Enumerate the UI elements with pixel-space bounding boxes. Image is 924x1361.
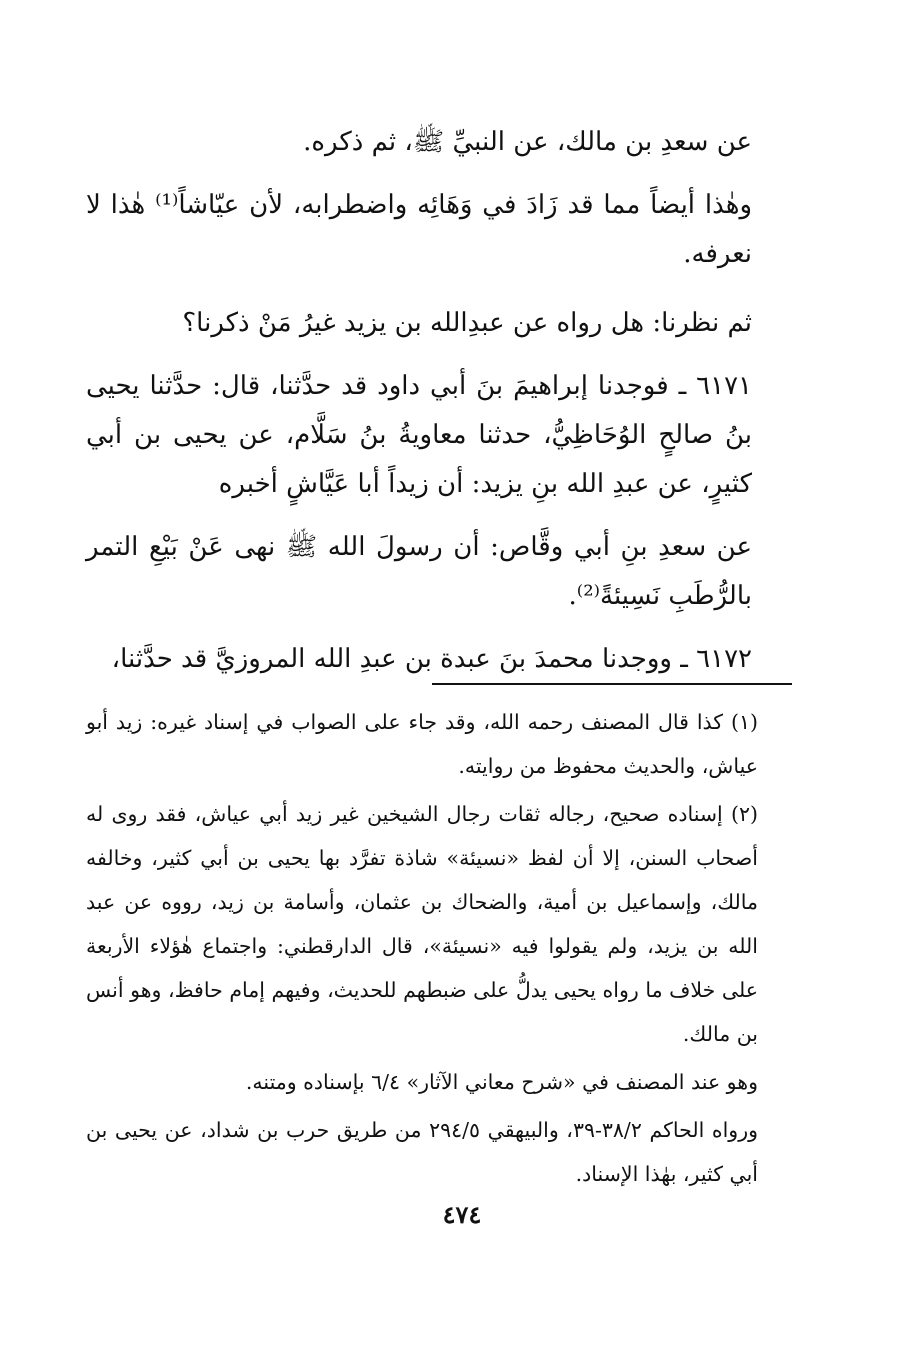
hadith-6172-chain: ٦١٧٢ ـ ووجدنا محمدَ بنَ عبدة بن عبدِ الله المروزيَّ قد حدَّثنا،	[111, 644, 752, 674]
footnote-1: (١) كذا قال المصنف رحمه الله، وقد جاء على الصواب في إسناد غيره: زيد أبو عياش، والحديث محفوظ من روايته.	[86, 710, 758, 778]
footnote-2: (٢) إسناده صحيح، رجاله ثقات رجال الشيخين غير زيد أبي عياش، فقد روى له أصحاب السنن، إلا أن لفظ «نسيئة» شاذة تفرَّد بها يحيى بن أبي كثير، وخالفه مالك، وإسماعيل بن أمية، والضحاك بن عثمان، وأسامة بن زيد، رووه عن عبد الله بن يزيد، ولم يقولوا فيه «نسيئة»، قال الدارقطني: واجتماع هٰؤلاء الأربعة على خلاف ما رواه يحيى يدلُّ على ضبطهم للحديث، وفيهم إمام حافظ، وهو أنس بن مالك.	[86, 802, 758, 1046]
hadith-6171-chain: ٦١٧١ ـ فوجدنا إبراهيمَ بنَ أبي داود قد حدَّثنا، قال: حدَّثنا يحيى بنُ صالحٍ الوُحَاظِيُّ، حدثنا معاويةُ بنُ سَلَّام، عن يحيى بن أبي كثيرٍ، عن عبدِ الله بنِ يزيد: أن زيداً أبا عَيَّاشٍ أخبره	[86, 371, 753, 499]
footnotes	[86, 700, 794, 1200]
page-number: ٤٧٤	[442, 1200, 482, 1229]
main-paragraph-2: وهٰذا أيضاً مما قد زَادَ في وَهَائِه واضطرابه، لأن عيّاشاً⁽¹⁾ هٰذا لا نعرفه.	[86, 190, 753, 269]
main-paragraph-1: عن سعدِ بن مالك، عن النبيِّ ﷺ، ثم ذكره.	[303, 127, 752, 157]
main-paragraph-3: ثم نظرنا: هل رواه عن عبدِالله بن يزيد غيرُ مَنْ ذكرنا؟	[182, 308, 752, 338]
hadith-6171-text: عن سعدِ بنِ أبي وقَّاص: أن رسولَ الله ﷺ نهى عَنْ بَيْعِ التمر بالرُّطَبِ نَسِيئةً⁽²⁾.	[86, 532, 752, 611]
footnote-divider	[432, 683, 792, 685]
main-text	[86, 118, 794, 698]
footnote-2-source-2: ورواه الحاكم ٣٨/٢-٣٩، والبيهقي ٢٩٤/٥ من طريق حرب بن شداد، عن يحيى بن أبي كثير، بهٰذا الإسناد.	[86, 1118, 758, 1186]
footnote-2-source-1: وهو عند المصنف في «شرح معاني الآثار» ٦/٤ بإسناده ومتنه.	[245, 1070, 758, 1094]
